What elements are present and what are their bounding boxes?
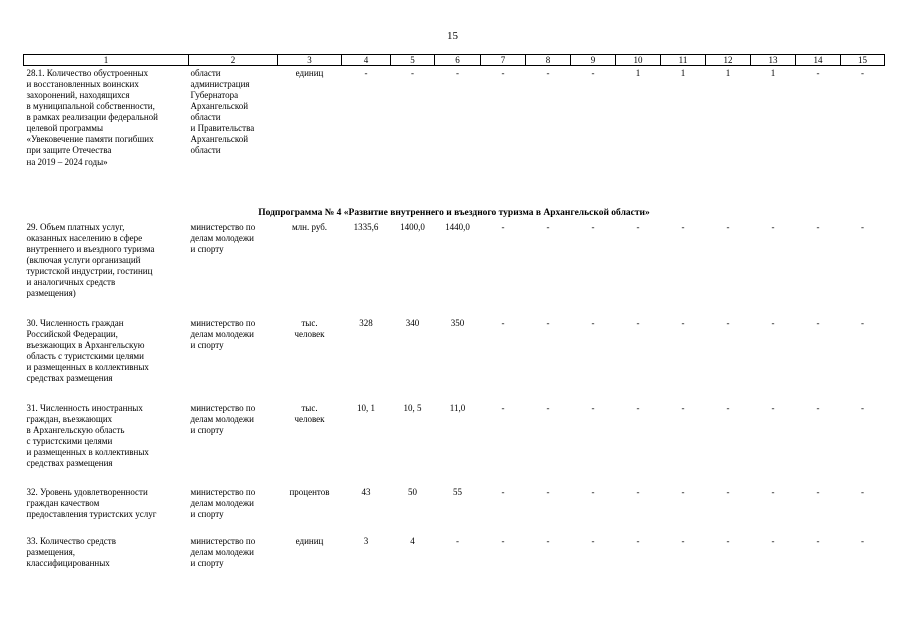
value-cell: -	[861, 486, 864, 497]
value-cell: -	[816, 486, 820, 497]
value-cell: -	[771, 221, 775, 232]
value-cell: 11,0	[449, 402, 466, 413]
indicator-name: 32. Уровень удовлетворенности граждан качеством предоставления туристских услуг	[26, 486, 157, 519]
value-cell: -	[546, 68, 550, 78]
value-cell: -	[726, 317, 730, 328]
value-cell: -	[591, 486, 595, 497]
value-cell: -	[861, 402, 864, 413]
value-cell: 328	[359, 317, 373, 328]
indicator-row	[24, 66, 885, 196]
indicator-row	[24, 401, 885, 485]
value-cell: -	[681, 486, 685, 497]
value-cell: -	[636, 486, 640, 497]
value-cell: -	[501, 317, 505, 328]
value-cell: -	[816, 221, 820, 232]
value-cell: -	[816, 402, 820, 413]
value-cell: -	[456, 68, 459, 78]
value-cell: 1400,0	[400, 221, 425, 232]
value-cell: -	[681, 535, 685, 546]
value-cell: -	[636, 535, 640, 546]
value-cell: -	[726, 221, 730, 232]
value-cell: -	[681, 221, 685, 232]
value-cell: 1335,6	[353, 221, 379, 232]
value-cell: 1	[635, 68, 641, 78]
value-cell: -	[636, 402, 640, 413]
header-cell: 15	[841, 55, 885, 66]
header-cell: 5	[391, 55, 435, 66]
responsible-body: министерство по делам молодежи и спорту	[190, 317, 256, 350]
unit-of-measure: единиц	[295, 535, 324, 546]
value-cell: 43	[361, 486, 371, 497]
header-cell: 10	[616, 55, 661, 66]
value-cell: 1	[680, 68, 686, 78]
header-row	[24, 55, 885, 66]
header-cell: 6	[435, 55, 481, 66]
table-body	[24, 55, 885, 578]
value-cell: -	[861, 68, 864, 78]
responsible-body: министерство по делам молодежи и спорту	[190, 535, 256, 568]
value-cell: 340	[405, 317, 420, 328]
value-cell: 10, 5	[403, 402, 422, 413]
value-cell: -	[636, 221, 640, 232]
header-cell: 4	[342, 55, 391, 66]
value-cell: -	[726, 535, 730, 546]
indicator-name: 29. Объем платных услуг, оказанных населению в сфере внутреннего и въездного туризма (включая услуги организаций туристской индустрии, гостиниц и аналогичных средств размещения)	[26, 221, 155, 298]
value-cell: -	[681, 317, 685, 328]
value-cell: -	[816, 317, 820, 328]
value-cell: -	[546, 486, 550, 497]
value-cell: -	[861, 221, 864, 232]
indicator-name: 31. Численность иностранных граждан, въезжающих в Архангельскую область с туристскими целями и размещенных в коллективных средствах размещения	[26, 402, 149, 468]
value-cell: -	[771, 486, 775, 497]
value-cell: -	[456, 535, 459, 546]
value-cell: 10, 1	[357, 402, 375, 413]
value-cell: -	[816, 68, 820, 78]
header-cell: 8	[526, 55, 571, 66]
value-cell: -	[546, 317, 550, 328]
header-cell: 2	[189, 55, 278, 66]
value-cell: -	[591, 317, 595, 328]
value-cell: -	[816, 535, 820, 546]
header-cell: 9	[571, 55, 616, 66]
value-cell: -	[546, 402, 550, 413]
value-cell: -	[591, 221, 595, 232]
value-cell: -	[411, 68, 414, 78]
responsible-body: министерство по делам молодежи и спорту	[190, 486, 256, 519]
unit-of-measure: тыс. человек	[294, 402, 325, 424]
value-cell: -	[771, 402, 775, 413]
value-cell: -	[681, 402, 685, 413]
header-cell: 12	[706, 55, 751, 66]
unit-of-measure: млн. руб.	[291, 221, 328, 232]
value-cell: -	[861, 317, 864, 328]
responsible-body: области администрация Губернатора Архангельской области и Правительства Архангельской области	[190, 68, 255, 156]
value-cell: -	[591, 68, 595, 78]
value-cell: 1440,0	[445, 221, 470, 232]
indicator-row	[24, 485, 885, 534]
value-cell: -	[591, 535, 595, 546]
value-cell: -	[726, 486, 730, 497]
unit-of-measure: тыс. человек	[294, 317, 325, 339]
value-cell: 3	[363, 535, 369, 546]
header-cell: 14	[796, 55, 841, 66]
value-cell: 350	[450, 317, 465, 328]
indicator-name: 30. Численность граждан Российской Федерации, въезжающих в Архангельскую область с туристскими целями и размещенных в коллективных средствах размещения	[26, 317, 149, 383]
responsible-body: министерство по делам молодежи и спорту	[190, 221, 256, 254]
value-cell: -	[501, 486, 505, 497]
responsible-body: министерство по делам молодежи и спорту	[190, 402, 256, 435]
value-cell: -	[771, 317, 775, 328]
value-cell: -	[726, 402, 730, 413]
value-cell: -	[771, 535, 775, 546]
indicator-name: 28.1. Количество обустроенных и восстановленных воинских захоронений, находящихся в муниципальной собственности, в рамках реализации федеральной целевой программы «Увековечение памяти погибших при защите Отечества на 2019 – 2024 годы»	[26, 68, 158, 167]
value-cell: 1	[770, 68, 776, 78]
unit-of-measure: процентов	[289, 486, 330, 497]
unit-of-measure: единиц	[295, 68, 324, 78]
value-cell: -	[501, 402, 505, 413]
value-cell: -	[591, 402, 595, 413]
page-number: 15	[447, 30, 458, 42]
value-cell: -	[546, 535, 550, 546]
value-cell: -	[364, 68, 368, 78]
header-cell: 13	[751, 55, 796, 66]
header-cell: 1	[24, 55, 189, 66]
indicators-table	[23, 54, 885, 578]
header-cell: 11	[661, 55, 706, 66]
value-cell: -	[636, 317, 640, 328]
subprogram-title: Подпрограмма № 4 «Развитие внутреннего и въездного туризма в Архангельской области»	[258, 207, 650, 218]
value-cell: 55	[453, 486, 462, 497]
value-cell: -	[501, 68, 505, 78]
value-cell: 50	[408, 486, 417, 497]
value-cell: -	[501, 221, 505, 232]
value-cell: 1	[725, 68, 731, 78]
indicator-row	[24, 534, 885, 578]
indicator-name: 33. Количество средств размещения, классифицированных	[26, 535, 116, 568]
value-cell: -	[501, 535, 505, 546]
header-cell: 3	[278, 55, 342, 66]
subprogram-heading-row	[24, 196, 885, 220]
value-cell: 4	[410, 535, 415, 546]
value-cell: -	[861, 535, 864, 546]
indicator-row	[24, 316, 885, 401]
header-cell: 7	[481, 55, 526, 66]
indicator-row	[24, 220, 885, 316]
value-cell: -	[546, 221, 550, 232]
